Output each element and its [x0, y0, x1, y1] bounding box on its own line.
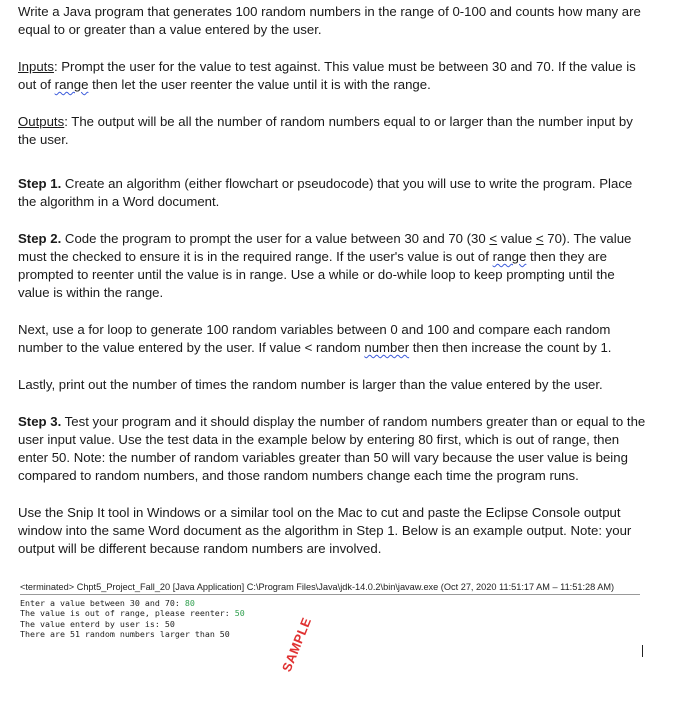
outputs-text: : The output will be all the number of random numbers equal to or larger than the number input by the user.: [18, 114, 633, 147]
step2-paragraph: [18, 230, 648, 302]
intro-text: Write a Java program that generates 100 random numbers in the range of 0-100 and counts how many are equal to or greater than a value entered by the user.: [18, 4, 641, 37]
console-line-4: There are 51 random numbers larger than 50: [20, 629, 230, 640]
step2-text-b: value: [497, 231, 536, 246]
console-line-2-prompt: The value is out of range, please reenter:: [20, 608, 235, 619]
outputs-label: Outputs: [18, 114, 65, 129]
console-line-3: The value enterd by user is: 50: [20, 618, 175, 629]
lastly-paragraph: [18, 376, 648, 394]
console-lines: [20, 598, 640, 640]
step2-le-symbol-1: <: [489, 231, 498, 246]
step1-label: Step 1.: [18, 176, 62, 191]
inputs-label: Inputs: [18, 59, 54, 74]
sample-stamp: SAMPLE: [278, 615, 315, 674]
console-line-2: [20, 608, 640, 618]
console-line-1: [20, 598, 640, 608]
snip-paragraph: [18, 504, 648, 558]
console-output-screenshot: [20, 581, 640, 640]
step2-text-a: Code the program to prompt the user for a value between 30 and 70 (30: [61, 231, 490, 246]
console-line-1-input: 80: [184, 598, 195, 608]
step1-paragraph: [18, 175, 648, 211]
snip-text: Use the Snip It tool in Windows or a similar tool on the Mac to cut and paste the Eclipse Console output window into the same Word document as the algorithm in Step 1. Below is an example output. Note: your output will be different because random numbers are involved.: [18, 505, 632, 556]
outputs-paragraph: [18, 113, 648, 149]
step2-text-d: then they are prompted to reenter until the value is in range. Use a while or do-while loop to keep prompting until the value is within the range.: [18, 249, 615, 300]
text-cursor: [642, 645, 643, 657]
step2-le-symbol-2: <: [535, 231, 544, 246]
step1-text: Create an algorithm (either flowchart or pseudocode) that you will use to write the program. Place the algorithm in a Word document.: [18, 176, 633, 209]
inputs-range-word: range: [54, 77, 89, 92]
assignment-document: [18, 3, 648, 577]
lastly-text: Lastly, print out the number of times the random number is larger than the value entered by the user.: [18, 377, 603, 392]
step3-text: Test your program and it should display the number of random numbers greater than or equal to the user input value. Use the test data in the example below by entering 80 first, which is out of range, then enter 50. Note: the number of random variables greater than 50 will vary because the user value is being compared to random numbers, and those random numbers change each time the program runs.: [18, 414, 646, 483]
step2-label: Step 2.: [18, 231, 62, 246]
inputs-text-a: : Prompt the user for the value to test against. This value must be between 30 and 70. If the value is out of: [18, 59, 636, 92]
inputs-paragraph: [18, 58, 648, 94]
step3-paragraph: [18, 413, 648, 485]
step2-text-c: 70). The value must the checked to ensure it is in the required range. If the user's value is out of: [18, 231, 632, 264]
intro-paragraph: [18, 3, 648, 39]
step3-label: Step 3.: [18, 414, 62, 429]
console-header: <terminated> Chpt5_Project_Fall_20 [Java Application] C:\Program Files\Java\jdk-14.0.2\bin\javaw.exe (Oct 27, 2020 11:51:17 AM – 11:51:28 AM): [20, 581, 640, 595]
next-text-b: then then increase the count by 1.: [409, 340, 612, 355]
step2-range-word: range: [492, 249, 527, 264]
next-number-word: number: [364, 340, 410, 355]
next-text-a: Next, use a for loop to generate 100 random variables between 0 and 100 and compare each random number to the value entered by the user. If value < random: [18, 322, 611, 355]
console-line-1-prompt: Enter a value between 30 and 70:: [20, 598, 185, 608]
next-paragraph: [18, 321, 648, 357]
console-line-2-input: 50: [234, 608, 245, 619]
inputs-text-b: then let the user reenter the value until it is with the range.: [88, 77, 431, 92]
